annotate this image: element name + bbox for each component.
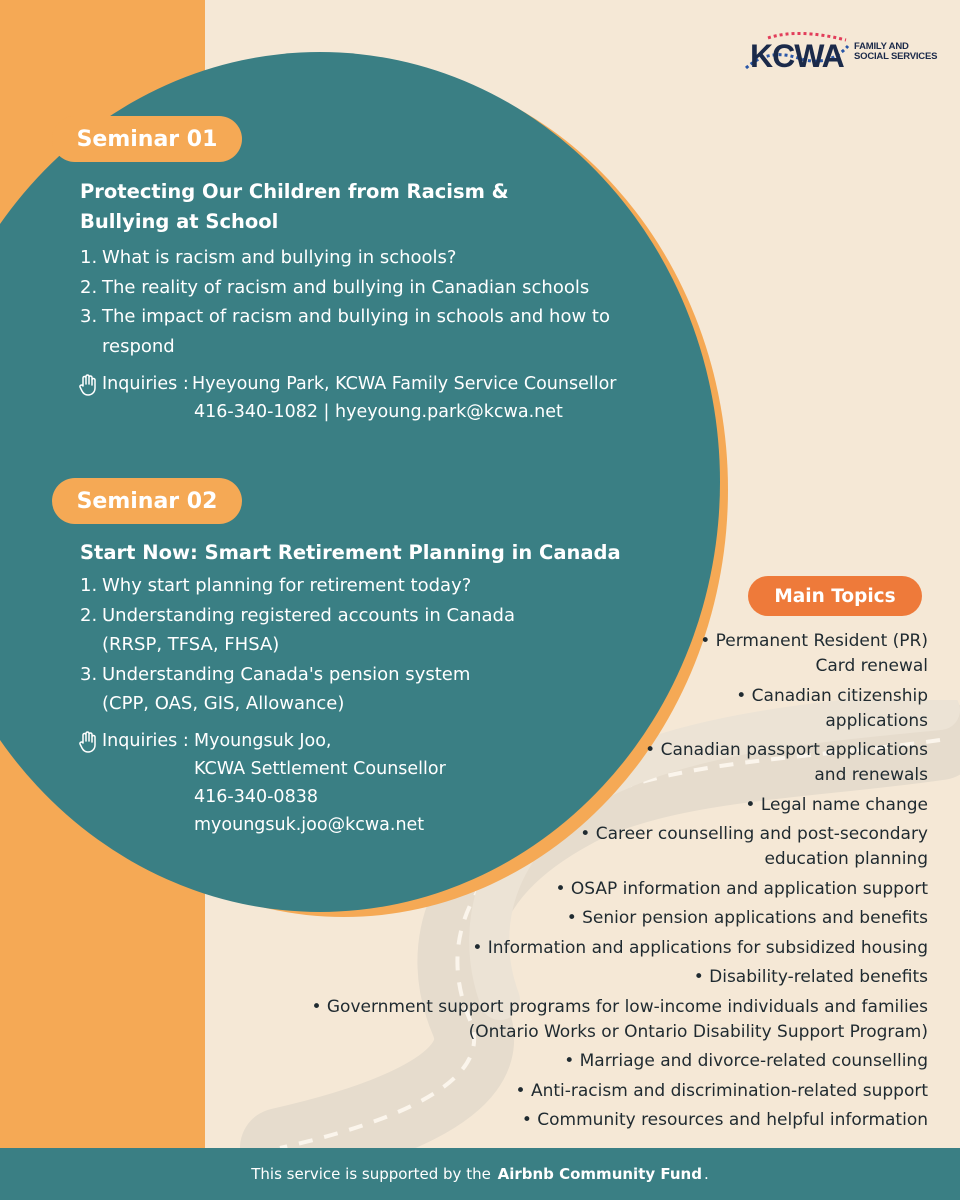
list-item: • Government support programs for low-income individuals and families (Ontario Works or Ontario Disability Support Program)	[311, 996, 928, 1042]
logo-wordmark: KCWA	[750, 38, 844, 74]
list-item: • Career counselling and post-secondary education planning	[580, 824, 928, 869]
list-item: • Canadian passport applications and renewals	[645, 740, 928, 785]
kcwa-logo	[738, 28, 938, 76]
seminar-02-title: Start Now: Smart Retirement Planning in Canada	[80, 541, 621, 564]
list-item: 1. Why start planning for retirement today?	[80, 575, 472, 596]
seminar-01-badge: Seminar 01	[52, 116, 242, 162]
main-topics-list	[248, 629, 928, 1138]
list-item: 3. Understanding Canada's pension system (CPP, OAS, GIS, Allowance)	[80, 663, 471, 714]
seminar-01-topic-list	[80, 243, 660, 361]
list-item: • OSAP information and application support	[555, 878, 928, 899]
inquiries-phone: 416-340-0838	[194, 787, 318, 807]
inquiries-label: Inquiries :	[102, 374, 189, 394]
seminar-01-title: Protecting Our Children from Racism & Bullying at School	[80, 180, 509, 233]
inquiries-contact-role: KCWA Settlement Counsellor	[194, 759, 446, 779]
footer-prefix: This service is supported by the	[251, 1165, 491, 1183]
list-item: 1. What is racism and bullying in schools?	[80, 247, 457, 268]
footer-bar	[0, 1148, 960, 1200]
hand-icon	[78, 731, 98, 753]
list-item: • Information and applications for subsidized housing	[472, 937, 928, 958]
inquiries-phone-email: 416-340-1082 | hyeyoung.park@kcwa.net	[194, 402, 563, 422]
inquiries-contact-name: Myoungsuk Joo,	[194, 731, 332, 751]
list-item: 2. Understanding registered accounts in Canada (RRSP, TFSA, FHSA)	[80, 604, 516, 655]
footer-fund-name: Airbnb Community Fund	[497, 1165, 702, 1183]
list-item: 2. The reality of racism and bullying in Canadian schools	[80, 276, 590, 298]
list-item: • Senior pension applications and benefits	[566, 908, 928, 928]
list-item: • Canadian citizenship applications	[736, 685, 928, 731]
inquiries-email: myoungsuk.joo@kcwa.net	[194, 815, 425, 835]
hand-icon	[78, 374, 98, 396]
list-item: • Anti-racism and discrimination-related support	[515, 1080, 928, 1101]
list-item: • Disability-related benefits	[693, 967, 928, 987]
list-item: • Marriage and divorce-related counselling	[564, 1051, 928, 1071]
seminar-02-badge: Seminar 02	[52, 478, 242, 524]
inquiries-contact: Hyeyoung Park, KCWA Family Service Counsellor	[192, 374, 617, 394]
main-topics-badge: Main Topics	[748, 576, 922, 616]
logo-subtitle: FAMILY AND SOCIAL SERVICES	[854, 41, 938, 62]
list-item: 3. The impact of racism and bullying in schools and how to respond	[80, 306, 610, 357]
list-item: • Permanent Resident (PR) Card renewal	[700, 631, 928, 676]
inquiries-label: Inquiries :	[102, 731, 189, 751]
footer-suffix: .	[703, 1165, 709, 1183]
list-item: • Community resources and helpful information	[521, 1110, 928, 1130]
list-item: • Legal name change	[745, 794, 928, 815]
